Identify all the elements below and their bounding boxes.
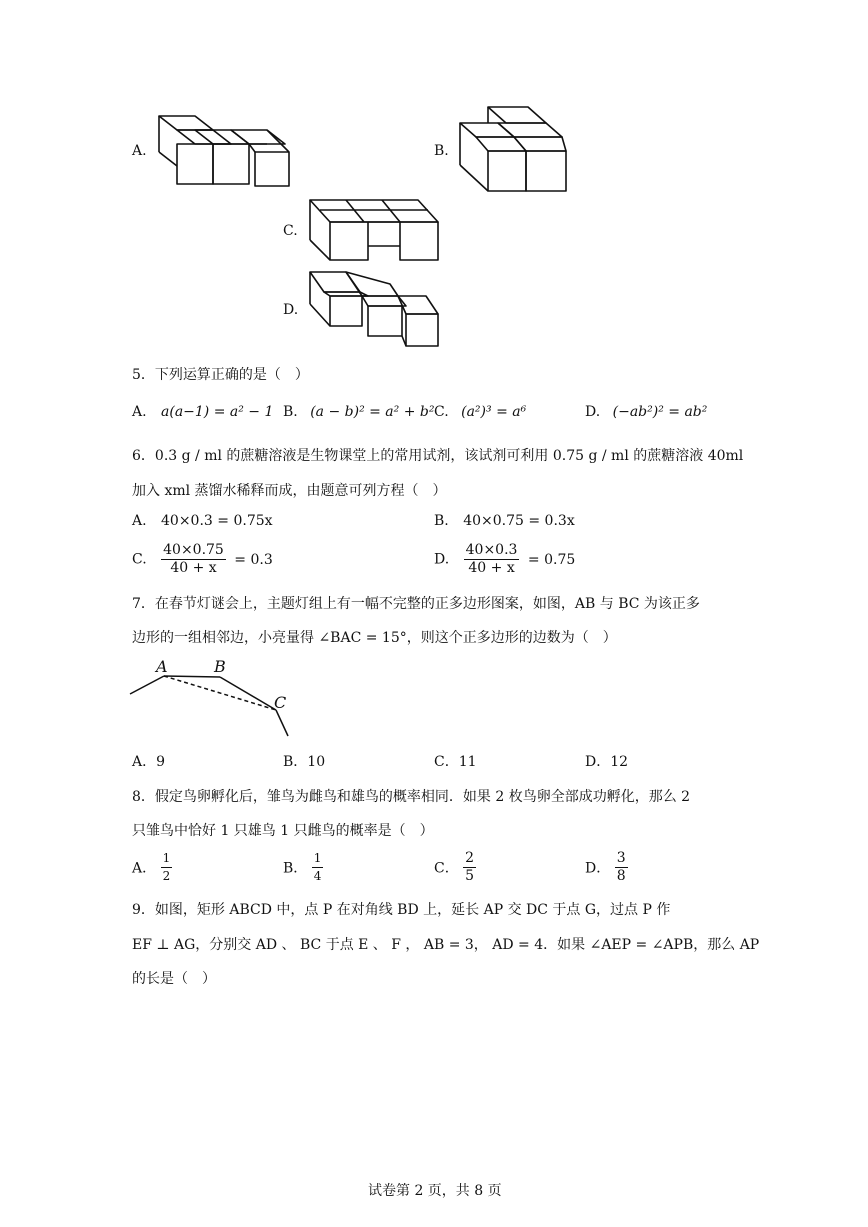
q4-option-c-label: C.: [283, 223, 298, 239]
q8-option-d: [585, 850, 628, 885]
q5-option-a-expr: a(a−1) = a² − 1: [161, 404, 274, 420]
q6-option-d-label: D.: [434, 551, 450, 568]
q8-option-b-numerator: 1: [312, 850, 324, 868]
q7-option-c-label: C．: [434, 754, 459, 770]
q9-stem-line2: EF ⊥ AG，分别交 AD 、 BC 于点 E 、 F ， AB = 3， AD = 4．如果 ∠AEP = ∠APB，那么 AP: [132, 937, 760, 953]
q8-option-c-denominator: 5: [465, 868, 475, 884]
q5-option-d: [585, 404, 707, 420]
q7-stem-line1: 7．在春节灯谜会上，主题灯组上有一幅不完整的正多边形图案，如图，AB 与 BC 为该正多: [132, 596, 700, 612]
q8-option-b: [283, 850, 323, 885]
q4-option-c-figure: [306, 196, 444, 266]
q6-option-a-expr: 40×0.3 = 0.75x: [161, 513, 273, 529]
q8-option-c: [434, 850, 476, 885]
q8-option-d-label: D．: [585, 860, 611, 877]
q8-option-b-denominator: 4: [313, 869, 322, 883]
q7-option-b-label: B．: [283, 754, 308, 770]
q5-option-a: [132, 404, 273, 420]
q7-point-c-label: C: [274, 693, 287, 712]
q8-option-a-numerator: 1: [161, 850, 173, 868]
q5-option-c-expr: (a²)³ = a⁶: [461, 404, 527, 420]
q7-option-b-value: 10: [307, 754, 326, 770]
q6-option-a: [132, 513, 273, 529]
q7-option-d: [585, 751, 628, 771]
q5-option-b: [283, 404, 434, 420]
q7-polygon-figure: [126, 656, 296, 742]
q7-option-a-value: 9: [156, 754, 166, 770]
q8-option-d-numerator: 3: [616, 850, 626, 866]
q6-option-d: [434, 542, 575, 577]
q6-option-c-denominator: 40 + x: [170, 560, 217, 576]
page-footer: 试卷第 2 页，共 8 页: [368, 1183, 502, 1199]
q9-stem-line3: 的长是（ ）: [132, 971, 216, 987]
q8-option-c-fraction: [463, 850, 476, 885]
q6-option-c-fraction: [161, 542, 226, 577]
q5-option-c-label: C.: [434, 404, 449, 420]
q6-option-c-numerator: 40×0.75: [163, 542, 224, 558]
q7-option-b: [283, 751, 325, 771]
q7-option-a-label: A．: [132, 754, 157, 770]
q6-option-c-label: C.: [132, 551, 147, 568]
q7-option-a: [132, 751, 165, 771]
q6-option-d-denominator: 40 + x: [468, 560, 515, 576]
q5-option-a-label: A.: [132, 404, 147, 420]
q8-option-b-fraction: [312, 850, 324, 885]
q6-option-b: [434, 513, 575, 529]
q5-option-b-expr: (a − b)² = a² + b²: [310, 404, 435, 420]
q6-option-d-fraction: [464, 542, 520, 577]
q6-option-b-expr: 40×0.75 = 0.3x: [463, 513, 575, 529]
q5-option-d-label: D.: [585, 404, 601, 420]
q5-option-b-label: B.: [283, 404, 298, 420]
q6-option-a-label: A.: [132, 513, 147, 529]
q5-option-c: [434, 404, 526, 420]
q9-stem-line1: 9．如图，矩形 ABCD 中，点 P 在对角线 BD 上，延长 AP 交 DC 于点 G，过点 P 作: [132, 902, 671, 918]
q5-stem: 5．下列运算正确的是（ ）: [132, 367, 309, 383]
q8-option-a-denominator: 2: [162, 869, 171, 883]
q8-option-d-fraction: [615, 850, 628, 885]
q5-option-d-expr: (−ab²)² = ab²: [612, 404, 708, 420]
q8-option-a: [132, 850, 172, 885]
q6-stem-line1: 6．0.3 g / ml 的蔗糖溶液是生物课堂上的常用试剂，该试剂可利用 0.75 g / ml 的蔗糖溶液 40ml: [132, 448, 744, 464]
q6-option-d-numerator: 40×0.3: [465, 542, 518, 558]
q7-option-d-value: 12: [610, 754, 629, 770]
q4-option-d-figure: [306, 268, 444, 350]
q7-stem-line2: 边形的一组相邻边，小亮量得 ∠BAC = 15°，则这个正多边形的边数为（ ）: [132, 630, 617, 646]
q6-stem-line2: 加入 xml 蒸馏水稀释而成，由题意可列方程（ ）: [132, 483, 447, 499]
q7-point-a-label: A: [156, 657, 168, 676]
q8-option-c-label: C．: [434, 860, 459, 877]
q7-option-d-label: D．: [585, 754, 611, 770]
q8-option-c-numerator: 2: [465, 850, 475, 866]
q6-option-d-rhs: = 0.75: [527, 551, 576, 568]
q7-option-c-value: 11: [458, 754, 477, 770]
q4-option-b-label: B.: [434, 143, 449, 159]
q6-option-b-label: B.: [434, 513, 449, 529]
q8-option-a-fraction: [161, 850, 173, 885]
q8-stem-line2: 只雏鸟中恰好 1 只雄鸟 1 只雌鸟的概率是（ ）: [132, 823, 434, 839]
q4-option-a-figure: [155, 112, 295, 190]
q6-option-c: [132, 542, 273, 577]
q7-option-c: [434, 751, 477, 771]
q8-stem-line1: 8．假定鸟卵孵化后，雏鸟为雌鸟和雄鸟的概率相同．如果 2 枚鸟卵全部成功孵化，那么 2: [132, 789, 691, 805]
q8-option-a-label: A．: [132, 860, 157, 877]
q6-option-c-rhs: = 0.3: [234, 551, 273, 568]
q4-option-a-label: A.: [132, 143, 147, 159]
q7-point-b-label: B: [214, 657, 226, 676]
q8-option-b-label: B．: [283, 860, 308, 877]
q4-option-b-figure: [458, 105, 570, 197]
q8-option-d-denominator: 8: [616, 868, 626, 884]
q4-option-d-label: D.: [283, 302, 299, 318]
